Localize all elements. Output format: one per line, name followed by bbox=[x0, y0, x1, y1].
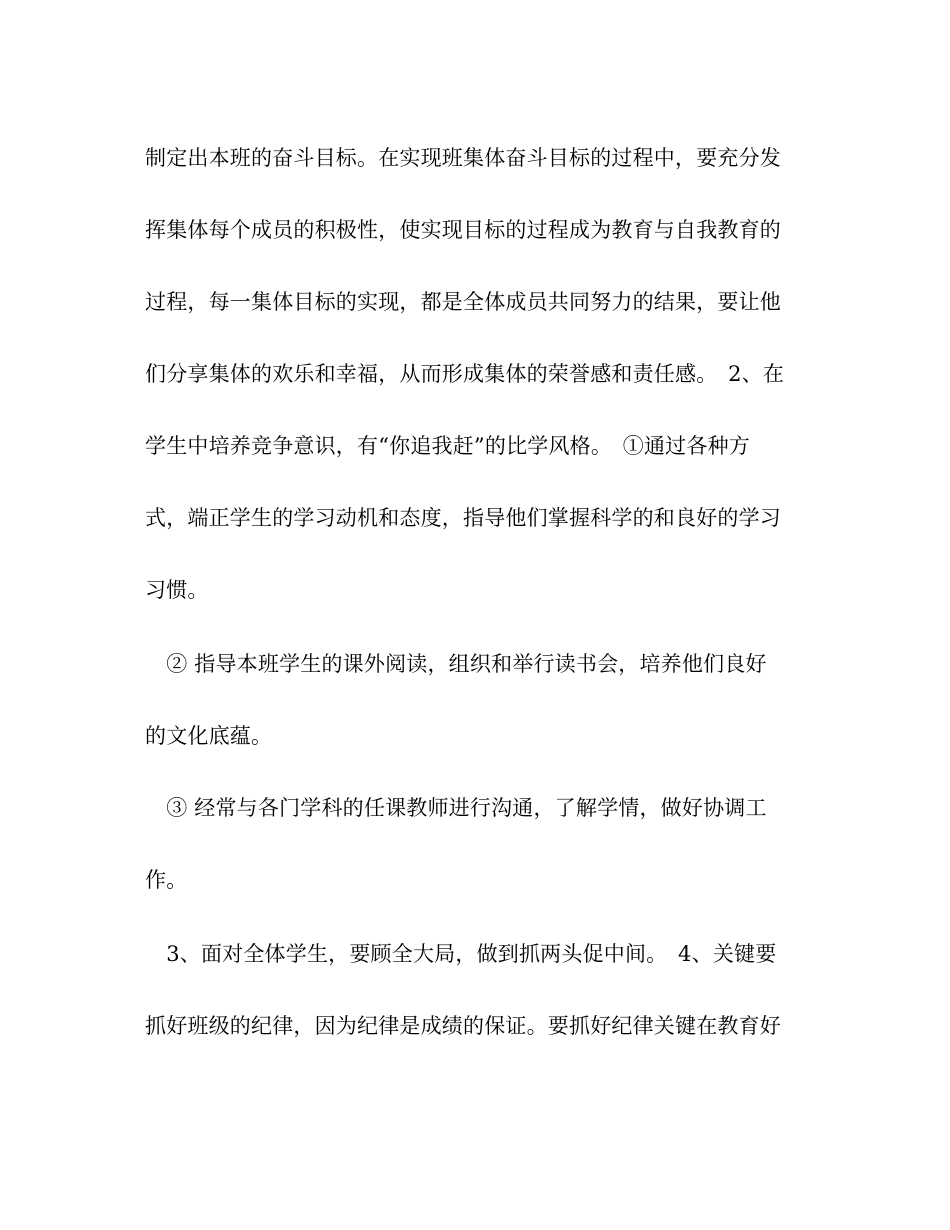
text-line: 习惯。 bbox=[145, 578, 209, 602]
text-line: 作。 bbox=[145, 868, 188, 892]
text-line: 抓好班级的纪律，因为纪律是成绩的保证。要抓好纪律关键在教育好 bbox=[145, 1014, 781, 1038]
text-line: 们分享集体的欢乐和幸福，从而形成集体的荣誉感和责任感。 2、在 bbox=[145, 362, 785, 386]
text-line: ② 指导本班学生的课外阅读，组织和举行读书会，培养他们良好 bbox=[145, 652, 767, 676]
text-line: ③ 经常与各门学科的任课教师进行沟通，了解学情，做好协调工 bbox=[145, 796, 767, 820]
text-line: 制定出本班的奋斗目标。在实现班集体奋斗目标的过程中，要充分发 bbox=[145, 146, 781, 170]
text-line: 3、面对全体学生，要顾全大局，做到抓两头促中间。 4、关键要 bbox=[145, 942, 777, 966]
text-line: 过程，每一集体目标的实现，都是全体成员共同努力的结果，要让他 bbox=[145, 290, 781, 314]
text-line: 挥集体每个成员的积极性，使实现目标的过程成为教育与自我教育的 bbox=[145, 218, 781, 242]
text-line: 式，端正学生的学习动机和态度，指导他们掌握科学的和良好的学习 bbox=[145, 506, 781, 530]
text-line: 学生中培养竞争意识，有“你追我赶”的比学风格。 ①通过各种方 bbox=[145, 434, 750, 458]
text-line: 的文化底蕴。 bbox=[145, 724, 273, 748]
